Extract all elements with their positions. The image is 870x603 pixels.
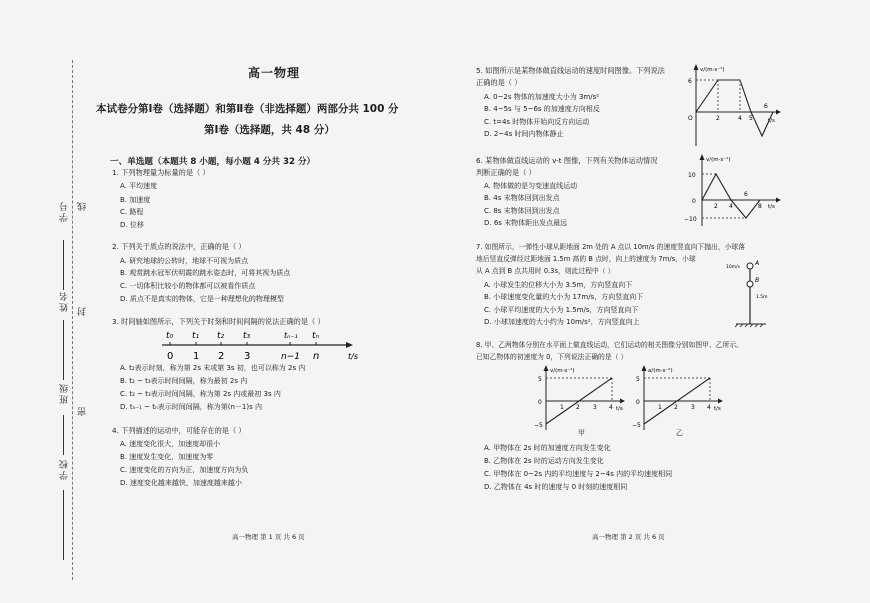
x-axis-label: t/s [616,406,623,412]
x-tick: 2 [576,404,580,411]
option: D. 2~4s 时间内物体静止 [484,130,564,138]
option: C. 速度变化的方向为正，加速度方向为负 [120,466,249,474]
y-tick: 5 [538,376,542,383]
x-tick: 5 [749,115,753,122]
graph-q8-jia [532,364,632,436]
page-footer-right: 高一物理 第 2 页 共 6 页 [592,533,665,541]
timeline-bottom-label: 0 [167,351,174,362]
y-axis-label: v/(m·s⁻¹) [706,157,731,163]
question-stem: 正确的是（ ） [476,78,522,87]
option: A. 物体做的是匀变速直线运动 [484,182,578,190]
y-tick: −5 [534,422,543,429]
y-tick: 10 [688,172,696,179]
binding-line [72,60,73,580]
timeline-top-label: tₙ [312,331,320,341]
option: C. 一切体积比较小的物体都可以被看作质点 [120,282,256,290]
x-axis-label: t/s [714,406,721,412]
option: D. 6s 末物体距出发点最远 [484,219,568,227]
binding-underline [63,415,64,455]
binding-mark-secret: 密 [78,405,88,416]
option: D. 质点不是真实的物体，它是一种理想化的物理模型 [120,295,284,303]
x-tick: 6 [744,191,748,198]
binding-mark-line: 线 [78,200,88,211]
x-axis-arrow [776,198,781,203]
option: D. 小球加速度的大小约为 10m/s²，方向竖直向上 [484,318,640,326]
timeline-top-label: t₃ [243,331,251,341]
x-tick: 2 [674,404,678,411]
timeline-unit: t/s [348,352,358,361]
x-tick: 1 [658,404,662,411]
x-tick: 3 [691,404,695,411]
binding-underline [63,240,64,290]
binding-label-name: 姓名 [60,290,70,312]
option: B. 加速度 [120,196,151,204]
question-stem: 8. 甲、乙两物体分别在水平面上做直线运动，它们运动的相关图像分别如图甲、乙所示。 [476,341,743,349]
timeline-bottom-label: n [313,351,320,362]
timeline-figure [160,328,370,362]
y-tick: −5 [632,422,641,429]
x-tick: 1 [560,404,564,411]
section-heading: 第Ⅰ卷（选择题，共 48 分） [204,124,335,136]
graph-q6 [684,152,788,228]
timeline-bottom-label: 2 [218,351,225,362]
x-tick: 2 [714,203,718,210]
ball-figure [726,254,774,328]
option: C. 8s 末物体回到出发点 [484,207,560,215]
option: B. 乙物体在 2s 时的运动方向发生变化 [484,457,604,465]
question-stem: 从 A 点到 B 点共用时 0.3s，则此过程中（ ） [476,267,615,275]
binding-label-class: 班级 [60,382,70,404]
x-axis-label: t/s [768,204,775,210]
y-tick: 0 [692,198,696,205]
binding-label-school: 学校 [60,458,70,480]
question-stem: 地后竖直反弹经过距地面 1.5m 高的 B 点时，向上的速度为 7m/s，小球 [476,255,696,263]
exam-subtitle: 本试卷分第Ⅰ卷（选择题）和第Ⅱ卷（非选择题）两部分共 100 分 [96,103,399,115]
y-axis-label: v/(m·s⁻¹) [550,368,575,374]
timeline-top-label: t₁ [192,331,200,341]
y-axis-arrow [694,64,699,70]
timeline-bottom-label: 3 [244,351,251,362]
x-tick: 4 [738,115,742,122]
page-footer-left: 高一物理 第 1 页 共 6 页 [232,533,305,541]
question-stem: 已知乙物体的初速度为 0，下列说法正确的是（ ） [476,353,628,361]
point-a-ball [747,263,753,269]
y-tick: 6 [688,78,692,85]
x-axis-arrow [718,399,723,404]
option: D. 乙物体在 4s 时的速度与 0 时刻的速度相同 [484,483,628,491]
vt-line [696,80,773,136]
x-tick-origin: O [688,115,693,122]
y-tick: 0 [636,399,640,406]
x-axis-arrow [776,110,781,115]
graph-q8-yi [630,364,730,436]
timeline-bottom-label: 1 [193,351,200,362]
question-stem: 4. 下列描述的运动中，可能存在的是（ ） [112,426,246,435]
question-stem: 3. 时间轴如图所示，下列关于时刻和时间间隔的说法正确的是（ ） [112,317,325,326]
option: D. 速度变化越来越快，加速度越来越小 [120,479,242,487]
y-axis-label: a/(m·s⁻²) [648,368,673,374]
x-tick: 8 [758,203,762,210]
option: B. 4~5s 与 5~6s 的加速度方向相反 [484,105,600,113]
x-axis-arrow [620,399,625,404]
y-tick: −10 [684,216,697,223]
option: B. 速度发生变化，加速度为零 [120,453,214,461]
option: C. 甲物体在 0~2s 内的平均速度与 2~4s 内的平均速度相同 [484,470,673,478]
x-tick: 2 [716,115,720,122]
height-a-label: 10m/s [726,265,740,270]
question-stem: 7. 如图所示，一弹性小球从距地面 2m 处的 A 点以 10m/s 的速度竖直向下抛出，小球落 [476,243,746,251]
option: A. 速度变化很大，加速度却很小 [120,440,221,448]
y-axis-arrow [544,365,549,371]
option: A. 小球发生的位移大小为 3.5m，方向竖直向下 [484,281,633,289]
timeline-top-label: t₀ [166,331,174,341]
x-tick: 4 [609,404,613,411]
y-tick: 5 [636,376,640,383]
binding-underline [63,320,64,380]
option: C. t₂ ~ t₃表示时间间隔，称为第 2s 内或最初 3s 内 [120,390,281,398]
graph-q5 [684,62,784,150]
timeline-top-label: t₂ [217,331,225,341]
timeline-top-label: tₙ₋₁ [284,331,298,340]
part-heading: 一、单选题（本题共 8 小题，每小题 4 分共 32 分） [110,157,316,167]
option: C. t=4s 时物体开始向反方向运动 [484,118,590,126]
y-axis-arrow [700,154,705,160]
option: A. 研究地球的公转时，地球不可视为质点 [120,257,249,265]
option: A. 甲物体在 2s 时的加速度方向发生变化 [484,444,611,452]
binding-underline [63,490,64,560]
y-axis-label: v/(m·s⁻¹) [700,67,725,73]
timeline-bottom-label: n−1 [281,352,300,362]
label-b: B [755,277,760,284]
option: A. 平均速度 [120,182,158,190]
x-tick: 4 [729,203,733,210]
option: D. 位移 [120,221,144,229]
y-axis-arrow [642,365,647,371]
option: B. 观赏跳水冠军伏明霞的跳水姿态时，可将其视为质点 [120,269,291,277]
timeline-arrow [346,342,353,348]
binding-mark-seal: 封 [78,305,88,316]
option: B. t₂ ~ t₃表示时间间隔，称为最初 2s 内 [120,377,248,385]
option: D. tₙ₋₁ ~ tₙ表示时间间隔，称为第(n－1)s 内 [120,403,262,411]
figure-caption-jia: 甲 [578,429,585,437]
binding-label-student-id: 学号 [60,200,70,222]
option: A. t₂表示时刻，称为第 2s 末或第 3s 初，也可以称为 2s 内 [120,364,306,372]
option: B. 小球速度变化量的大小为 17m/s，方向竖直向下 [484,293,644,301]
label-a: A [755,260,760,267]
x-tick: 6 [764,103,768,110]
x-tick: 3 [593,404,597,411]
question-stem: 2. 下列关于质点的说法中，正确的是（ ） [112,242,246,251]
option: C. 小球平均速度的大小为 1.5m/s，方向竖直向下 [484,306,639,314]
x-tick: 4 [707,404,711,411]
point-b-ball [747,281,753,287]
y-tick: 0 [538,399,542,406]
question-stem: 5. 如图所示是某物体做直线运动的速度时间图像。下列说法 [476,66,665,75]
question-stem: 判断正确的是（ ） [476,168,536,177]
question-stem: 6. 某物体做直线运动的 v-t 图像，下列有关物体运动情况 [476,156,658,165]
question-stem: 1. 下列物理量为标量的是（ ） [112,168,210,177]
x-axis-label: t/s [768,118,775,124]
option: A. 0~2s 物体的加速度大小为 3m/s² [484,93,600,101]
option: C. 路程 [120,208,144,216]
height-b-label: 1.5m [756,295,768,300]
figure-caption-yi: 乙 [676,429,683,437]
vt-line [702,174,760,218]
option: B. 4s 末物体回到出发点 [484,194,560,202]
exam-title: 高一物理 [248,66,301,80]
